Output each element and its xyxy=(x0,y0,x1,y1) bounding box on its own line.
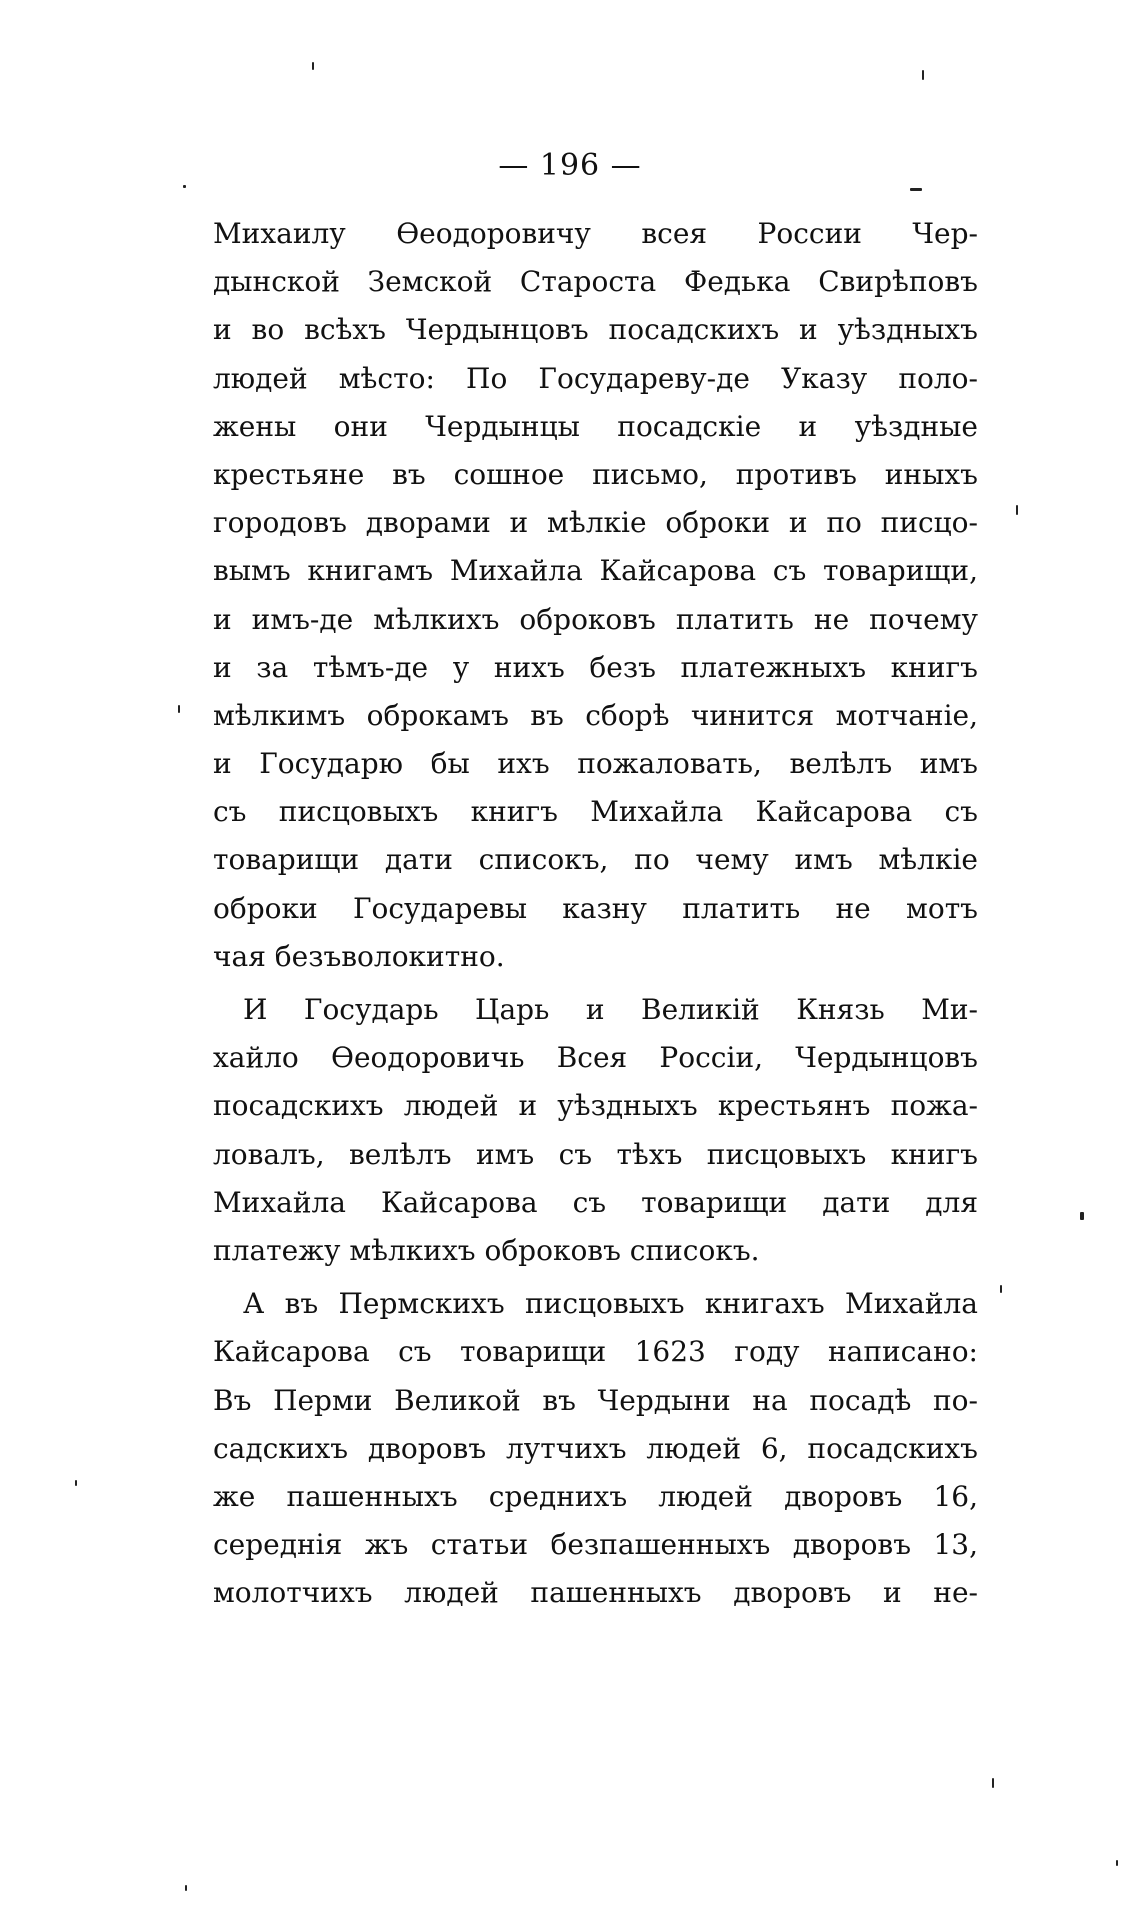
text-line: городовъ дворами и мѣлкіе оброки и по писцо- xyxy=(213,506,978,540)
text-line: чая безъволокитно. xyxy=(213,939,505,973)
text-line: крестьяне въ сошное письмо, противъ иныхъ xyxy=(213,457,978,491)
scan-speck xyxy=(1116,1860,1118,1866)
text-line: Въ Перми Великой въ Чердыни на посадѣ по- xyxy=(213,1383,978,1417)
paragraph-2 xyxy=(213,986,978,1275)
scan-speck xyxy=(1016,505,1018,515)
text-line: жены они Чердынцы посадскіе и уѣздные xyxy=(213,409,978,443)
text-line: И Государь Царь и Великій Князь Ми- xyxy=(243,993,978,1026)
scan-speck xyxy=(178,705,180,713)
text-line: ловалъ, велѣлъ имъ съ тѣхъ писцовыхъ книгъ xyxy=(213,1137,978,1171)
text-line: платежу мѣлкихъ оброковъ списокъ. xyxy=(213,1233,760,1267)
scan-speck xyxy=(1080,1212,1084,1220)
body-text xyxy=(213,210,978,1622)
text-line: садскихъ дворовъ лутчихъ людей 6, посадскихъ xyxy=(213,1431,978,1465)
scan-speck xyxy=(185,1885,187,1891)
text-line: А въ Пермскихъ писцовыхъ книгахъ Михайла xyxy=(243,1287,978,1321)
scan-speck xyxy=(922,70,924,80)
text-line: мѣлкимъ оброкамъ въ сборѣ чинится мотчаніе, xyxy=(213,698,978,732)
text-line: съ писцовыхъ книгъ Михайла Кайсарова съ xyxy=(213,795,978,829)
text-line: дынской Земской Староста Федька Свирѣповъ xyxy=(213,265,978,299)
text-line: Михайла Кайсарова съ товарищи дати для xyxy=(213,1185,978,1219)
page-number: — 196 — xyxy=(498,148,642,183)
text-line: и во всѣхъ Чердынцовъ посадскихъ и уѣздныхъ xyxy=(213,313,978,347)
text-line: и за тѣмъ-де у нихъ безъ платежныхъ книгъ xyxy=(213,650,978,684)
text-line: и имъ-де мѣлкихъ оброковъ платить не почему xyxy=(213,602,978,636)
scan-speck xyxy=(183,185,186,188)
scan-speck xyxy=(1000,1285,1002,1293)
text-line: же пашенныхъ среднихъ людей дворовъ 16, xyxy=(213,1479,978,1513)
text-line: середнія жъ статьи безпашенныхъ дворовъ 13, xyxy=(213,1528,978,1562)
text-line: людей мѣсто: По Государеву-де Указу поло- xyxy=(213,361,978,395)
text-line: и Государю бы ихъ пожаловать, велѣлъ имъ xyxy=(213,747,978,781)
text-line: товарищи дати списокъ, по чему имъ мѣлкіе xyxy=(213,843,978,877)
text-line: оброки Государевы казну платить не мотъ xyxy=(213,891,978,925)
scan-speck xyxy=(75,1480,77,1486)
scan-speck xyxy=(312,62,314,70)
paragraph-3 xyxy=(213,1280,978,1617)
text-line: Кайсарова съ товарищи 1623 году написано: xyxy=(213,1335,978,1369)
text-line: вымъ книгамъ Михайла Кайсарова съ товарищи, xyxy=(213,554,978,588)
paragraph-1 xyxy=(213,210,978,981)
text-line: молотчихъ людей пашенныхъ дворовъ и не- xyxy=(213,1576,978,1610)
text-line: Михаилу Өеодоровичу всея России Чер- xyxy=(213,217,978,250)
text-line: посадскихъ людей и уѣздныхъ крестьянъ пожа- xyxy=(213,1089,978,1123)
text-line: хайло Өеодоровичь Всея Россіи, Чердынцовъ xyxy=(213,1041,978,1075)
scan-speck xyxy=(910,188,922,191)
scan-speck xyxy=(992,1778,994,1788)
